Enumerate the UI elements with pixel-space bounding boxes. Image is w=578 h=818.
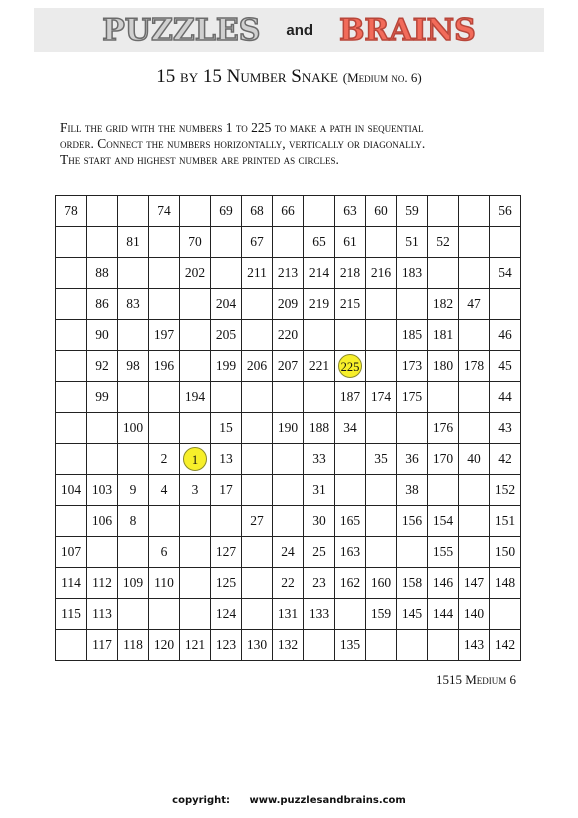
grid-cell[interactable]: 199 bbox=[211, 351, 242, 382]
grid-cell[interactable] bbox=[490, 227, 521, 258]
grid-cell[interactable] bbox=[149, 506, 180, 537]
grid-cell[interactable] bbox=[180, 351, 211, 382]
grid-cell[interactable] bbox=[273, 382, 304, 413]
grid-cell[interactable]: 160 bbox=[366, 568, 397, 599]
grid-cell[interactable]: 181 bbox=[428, 320, 459, 351]
grid-cell[interactable]: 158 bbox=[397, 568, 428, 599]
grid-cell[interactable] bbox=[242, 413, 273, 444]
instructions bbox=[60, 120, 550, 168]
grid-cell[interactable] bbox=[335, 444, 366, 475]
grid-row bbox=[56, 475, 521, 506]
grid-cell[interactable]: 61 bbox=[335, 227, 366, 258]
logo-word-brains: BRAINS bbox=[339, 12, 476, 48]
grid-cell[interactable]: 103 bbox=[87, 475, 118, 506]
grid-cell[interactable]: 92 bbox=[87, 351, 118, 382]
grid-cell[interactable]: 218 bbox=[335, 258, 366, 289]
grid-cell[interactable]: 3 bbox=[180, 475, 211, 506]
header-banner bbox=[34, 8, 544, 52]
grid-cell[interactable]: 56 bbox=[490, 196, 521, 227]
grid-cell[interactable] bbox=[366, 537, 397, 568]
grid-cell[interactable] bbox=[459, 196, 490, 227]
grid-cell[interactable] bbox=[459, 506, 490, 537]
grid-cell[interactable] bbox=[211, 506, 242, 537]
grid-cell[interactable]: 145 bbox=[397, 599, 428, 630]
grid-cell[interactable]: 99 bbox=[87, 382, 118, 413]
grid-cell[interactable] bbox=[56, 413, 87, 444]
grid-cell[interactable]: 107 bbox=[56, 537, 87, 568]
grid-cell[interactable] bbox=[304, 196, 335, 227]
grid-cell[interactable] bbox=[56, 289, 87, 320]
grid-cell[interactable]: 30 bbox=[304, 506, 335, 537]
grid-cell[interactable]: 88 bbox=[87, 258, 118, 289]
grid-cell[interactable]: 194 bbox=[180, 382, 211, 413]
grid-cell[interactable]: 205 bbox=[211, 320, 242, 351]
grid-cell[interactable]: 13 bbox=[211, 444, 242, 475]
grid-cell[interactable] bbox=[118, 320, 149, 351]
grid-cell[interactable] bbox=[242, 568, 273, 599]
grid-cell[interactable] bbox=[459, 258, 490, 289]
grid-cell[interactable] bbox=[180, 537, 211, 568]
grid-cell[interactable] bbox=[397, 413, 428, 444]
grid-cell[interactable] bbox=[490, 289, 521, 320]
grid-cell[interactable] bbox=[428, 630, 459, 661]
grid-row bbox=[56, 258, 521, 289]
grid-cell[interactable] bbox=[87, 196, 118, 227]
grid-cell[interactable] bbox=[56, 444, 87, 475]
grid-row bbox=[56, 568, 521, 599]
grid-cell[interactable]: 90 bbox=[87, 320, 118, 351]
grid-cell[interactable] bbox=[180, 320, 211, 351]
grid-cell[interactable] bbox=[366, 630, 397, 661]
grid-row bbox=[56, 196, 521, 227]
grid-cell[interactable]: 211 bbox=[242, 258, 273, 289]
grid-cell[interactable] bbox=[304, 630, 335, 661]
grid-cell[interactable]: 165 bbox=[335, 506, 366, 537]
grid-cell[interactable] bbox=[304, 320, 335, 351]
grid-cell[interactable]: 143 bbox=[459, 630, 490, 661]
grid-cell[interactable]: 187 bbox=[335, 382, 366, 413]
grid-cell[interactable] bbox=[273, 444, 304, 475]
instruction-line: Fill the grid with the numbers 1 to 225 to make a path in sequential bbox=[60, 120, 424, 135]
page-title bbox=[0, 66, 578, 88]
grid-cell[interactable] bbox=[149, 413, 180, 444]
grid-cell[interactable] bbox=[118, 444, 149, 475]
grid-cell[interactable]: 109 bbox=[118, 568, 149, 599]
grid-cell[interactable] bbox=[459, 227, 490, 258]
grid-cell[interactable]: 216 bbox=[366, 258, 397, 289]
grid-cell[interactable]: 81 bbox=[118, 227, 149, 258]
grid-cell[interactable]: 155 bbox=[428, 537, 459, 568]
grid-row bbox=[56, 506, 521, 537]
grid-cell[interactable] bbox=[459, 537, 490, 568]
grid-cell[interactable]: 213 bbox=[273, 258, 304, 289]
grid-cell[interactable]: 59 bbox=[397, 196, 428, 227]
grid-cell[interactable]: 36 bbox=[397, 444, 428, 475]
grid-cell[interactable]: 47 bbox=[459, 289, 490, 320]
grid-cell[interactable] bbox=[180, 196, 211, 227]
grid-cell[interactable] bbox=[87, 227, 118, 258]
grid-cell[interactable]: 24 bbox=[273, 537, 304, 568]
grid-cell[interactable] bbox=[149, 599, 180, 630]
grid-cell[interactable] bbox=[397, 289, 428, 320]
grid-cell[interactable]: 183 bbox=[397, 258, 428, 289]
grid-cell[interactable]: 69 bbox=[211, 196, 242, 227]
grid-cell[interactable]: 159 bbox=[366, 599, 397, 630]
site-logo[interactable] bbox=[34, 8, 544, 52]
grid-cell[interactable] bbox=[428, 475, 459, 506]
grid-cell[interactable]: 131 bbox=[273, 599, 304, 630]
grid-cell[interactable] bbox=[428, 196, 459, 227]
grid-cell[interactable]: 52 bbox=[428, 227, 459, 258]
grid-cell[interactable] bbox=[397, 537, 428, 568]
grid-cell[interactable] bbox=[366, 413, 397, 444]
grid-row bbox=[56, 320, 521, 351]
grid-cell[interactable]: 31 bbox=[304, 475, 335, 506]
grid-cell[interactable]: 174 bbox=[366, 382, 397, 413]
grid-cell[interactable]: 133 bbox=[304, 599, 335, 630]
instruction-line: The start and highest number are printed as circles. bbox=[60, 152, 339, 167]
grid-cell[interactable]: 110 bbox=[149, 568, 180, 599]
grid-cell[interactable]: 182 bbox=[428, 289, 459, 320]
grid-cell[interactable]: 70 bbox=[180, 227, 211, 258]
grid-cell[interactable] bbox=[273, 227, 304, 258]
grid-cell[interactable]: 135 bbox=[335, 630, 366, 661]
grid-cell[interactable] bbox=[335, 599, 366, 630]
grid-cell[interactable] bbox=[428, 258, 459, 289]
grid-cell[interactable]: 215 bbox=[335, 289, 366, 320]
grid-cell[interactable]: 204 bbox=[211, 289, 242, 320]
grid-row bbox=[56, 630, 521, 661]
grid-cell[interactable]: 214 bbox=[304, 258, 335, 289]
copyright bbox=[0, 795, 578, 806]
grid-cell[interactable] bbox=[56, 351, 87, 382]
grid-cell[interactable]: 120 bbox=[149, 630, 180, 661]
grid-cell[interactable] bbox=[56, 320, 87, 351]
grid-cell[interactable]: 125 bbox=[211, 568, 242, 599]
grid-cell[interactable]: 206 bbox=[242, 351, 273, 382]
grid-cell[interactable] bbox=[273, 506, 304, 537]
grid-cell[interactable]: 60 bbox=[366, 196, 397, 227]
grid-cell[interactable]: 188 bbox=[304, 413, 335, 444]
grid-cell[interactable] bbox=[56, 258, 87, 289]
grid-cell[interactable]: 154 bbox=[428, 506, 459, 537]
grid-cell[interactable] bbox=[180, 444, 211, 475]
grid-cell[interactable]: 170 bbox=[428, 444, 459, 475]
grid-cell[interactable] bbox=[366, 289, 397, 320]
grid-cell[interactable]: 152 bbox=[490, 475, 521, 506]
grid-cell[interactable]: 144 bbox=[428, 599, 459, 630]
grid-cell[interactable] bbox=[211, 227, 242, 258]
grid-cell[interactable] bbox=[366, 227, 397, 258]
grid-cell[interactable] bbox=[211, 382, 242, 413]
grid-cell[interactable]: 112 bbox=[87, 568, 118, 599]
grid-cell[interactable]: 178 bbox=[459, 351, 490, 382]
grid-cell[interactable] bbox=[118, 537, 149, 568]
grid-cell[interactable]: 17 bbox=[211, 475, 242, 506]
grid-cell[interactable]: 78 bbox=[56, 196, 87, 227]
grid-cell[interactable] bbox=[56, 382, 87, 413]
grid-cell[interactable]: 65 bbox=[304, 227, 335, 258]
circled-number: 1 bbox=[183, 447, 207, 471]
grid-cell[interactable]: 23 bbox=[304, 568, 335, 599]
grid-cell[interactable] bbox=[459, 475, 490, 506]
grid-cell[interactable] bbox=[180, 568, 211, 599]
grid-cell[interactable] bbox=[149, 289, 180, 320]
grid-cell[interactable] bbox=[87, 444, 118, 475]
grid-cell[interactable]: 15 bbox=[211, 413, 242, 444]
grid-cell[interactable] bbox=[118, 258, 149, 289]
grid-cell[interactable] bbox=[490, 599, 521, 630]
grid-cell[interactable] bbox=[335, 320, 366, 351]
grid-cell[interactable] bbox=[459, 413, 490, 444]
grid-cell[interactable] bbox=[149, 227, 180, 258]
grid-cell[interactable]: 118 bbox=[118, 630, 149, 661]
grid-cell[interactable] bbox=[242, 599, 273, 630]
grid-cell[interactable] bbox=[180, 506, 211, 537]
grid-cell[interactable]: 43 bbox=[490, 413, 521, 444]
grid-cell[interactable] bbox=[118, 599, 149, 630]
grid-cell[interactable]: 196 bbox=[149, 351, 180, 382]
grid-cell[interactable]: 148 bbox=[490, 568, 521, 599]
grid-cell[interactable] bbox=[335, 351, 366, 382]
grid-cell[interactable]: 123 bbox=[211, 630, 242, 661]
grid-row bbox=[56, 599, 521, 630]
grid-cell[interactable] bbox=[242, 537, 273, 568]
grid-cell[interactable] bbox=[180, 289, 211, 320]
grid-cell[interactable]: 176 bbox=[428, 413, 459, 444]
grid-cell[interactable]: 106 bbox=[87, 506, 118, 537]
grid-row bbox=[56, 537, 521, 568]
grid-row bbox=[56, 444, 521, 475]
grid-cell[interactable] bbox=[242, 475, 273, 506]
grid-cell[interactable]: 8 bbox=[118, 506, 149, 537]
grid-cell[interactable] bbox=[242, 289, 273, 320]
grid-cell[interactable]: 114 bbox=[56, 568, 87, 599]
grid-cell[interactable]: 34 bbox=[335, 413, 366, 444]
grid-row bbox=[56, 227, 521, 258]
grid-cell[interactable]: 67 bbox=[242, 227, 273, 258]
grid-cell[interactable]: 173 bbox=[397, 351, 428, 382]
grid-cell[interactable]: 113 bbox=[87, 599, 118, 630]
grid-cell[interactable] bbox=[459, 382, 490, 413]
grid-cell[interactable] bbox=[56, 630, 87, 661]
grid-cell[interactable]: 221 bbox=[304, 351, 335, 382]
grid-cell[interactable]: 130 bbox=[242, 630, 273, 661]
grid-cell[interactable] bbox=[366, 351, 397, 382]
grid-cell[interactable]: 9 bbox=[118, 475, 149, 506]
circled-number: 225 bbox=[338, 354, 362, 378]
grid-cell[interactable] bbox=[149, 258, 180, 289]
grid-cell[interactable] bbox=[87, 413, 118, 444]
grid-row bbox=[56, 413, 521, 444]
grid-cell[interactable]: 180 bbox=[428, 351, 459, 382]
grid-cell[interactable]: 104 bbox=[56, 475, 87, 506]
grid-cell[interactable] bbox=[242, 382, 273, 413]
grid-cell[interactable]: 63 bbox=[335, 196, 366, 227]
grid-cell[interactable] bbox=[87, 537, 118, 568]
grid-cell[interactable] bbox=[428, 382, 459, 413]
grid-cell[interactable]: 86 bbox=[87, 289, 118, 320]
grid-cell[interactable]: 4 bbox=[149, 475, 180, 506]
grid-cell[interactable]: 190 bbox=[273, 413, 304, 444]
grid-cell[interactable] bbox=[180, 413, 211, 444]
grid-cell[interactable]: 150 bbox=[490, 537, 521, 568]
grid-cell[interactable]: 209 bbox=[273, 289, 304, 320]
grid-cell[interactable] bbox=[366, 320, 397, 351]
grid-cell[interactable]: 2 bbox=[149, 444, 180, 475]
grid-cell[interactable] bbox=[366, 475, 397, 506]
grid-cell[interactable] bbox=[273, 475, 304, 506]
grid-cell[interactable] bbox=[56, 227, 87, 258]
grid-cell[interactable]: 121 bbox=[180, 630, 211, 661]
grid-cell[interactable]: 185 bbox=[397, 320, 428, 351]
grid-cell[interactable]: 219 bbox=[304, 289, 335, 320]
grid-cell[interactable]: 44 bbox=[490, 382, 521, 413]
puzzle-grid bbox=[55, 195, 521, 661]
copyright-label: copyright: bbox=[172, 795, 231, 806]
title-subtitle: (Medium no. 6) bbox=[342, 70, 422, 85]
grid-cell[interactable]: 127 bbox=[211, 537, 242, 568]
puzzle-id: 1515 Medium 6 bbox=[435, 672, 516, 687]
grid-cell[interactable]: 45 bbox=[490, 351, 521, 382]
grid-cell[interactable]: 156 bbox=[397, 506, 428, 537]
grid-cell[interactable]: 33 bbox=[304, 444, 335, 475]
grid-cell[interactable] bbox=[304, 382, 335, 413]
grid-cell[interactable] bbox=[397, 630, 428, 661]
grid-cell[interactable]: 146 bbox=[428, 568, 459, 599]
grid-cell[interactable]: 163 bbox=[335, 537, 366, 568]
copyright-url-link[interactable]: www.puzzlesandbrains.com bbox=[249, 795, 406, 806]
grid-cell[interactable]: 162 bbox=[335, 568, 366, 599]
grid-cell[interactable] bbox=[56, 506, 87, 537]
grid-cell[interactable]: 68 bbox=[242, 196, 273, 227]
grid-cell[interactable]: 124 bbox=[211, 599, 242, 630]
grid-cell[interactable]: 6 bbox=[149, 537, 180, 568]
grid-cell[interactable]: 142 bbox=[490, 630, 521, 661]
grid-cell[interactable]: 132 bbox=[273, 630, 304, 661]
grid-cell[interactable] bbox=[242, 444, 273, 475]
grid-cell[interactable]: 42 bbox=[490, 444, 521, 475]
grid-cell[interactable]: 83 bbox=[118, 289, 149, 320]
grid-cell[interactable]: 38 bbox=[397, 475, 428, 506]
grid-cell[interactable] bbox=[211, 258, 242, 289]
logo-word-puzzles: PUZZLES bbox=[102, 12, 261, 48]
grid-row bbox=[56, 289, 521, 320]
grid-cell[interactable]: 40 bbox=[459, 444, 490, 475]
grid-cell[interactable]: 197 bbox=[149, 320, 180, 351]
grid-cell[interactable]: 117 bbox=[87, 630, 118, 661]
grid-cell[interactable]: 46 bbox=[490, 320, 521, 351]
grid-cell[interactable]: 151 bbox=[490, 506, 521, 537]
grid-cell[interactable]: 207 bbox=[273, 351, 304, 382]
grid-cell[interactable] bbox=[335, 475, 366, 506]
grid-cell[interactable] bbox=[366, 506, 397, 537]
logo-word-and: and bbox=[286, 21, 314, 39]
grid-cell[interactable]: 27 bbox=[242, 506, 273, 537]
grid-cell[interactable] bbox=[118, 196, 149, 227]
grid-cell[interactable]: 202 bbox=[180, 258, 211, 289]
grid-cell[interactable] bbox=[149, 382, 180, 413]
grid-cell[interactable]: 54 bbox=[490, 258, 521, 289]
grid-cell[interactable]: 25 bbox=[304, 537, 335, 568]
grid-cell[interactable]: 51 bbox=[397, 227, 428, 258]
grid-cell[interactable]: 115 bbox=[56, 599, 87, 630]
grid-cell[interactable]: 66 bbox=[273, 196, 304, 227]
grid-cell[interactable]: 22 bbox=[273, 568, 304, 599]
grid-cell[interactable]: 147 bbox=[459, 568, 490, 599]
grid-row bbox=[56, 351, 521, 382]
grid-cell[interactable]: 140 bbox=[459, 599, 490, 630]
grid-cell[interactable] bbox=[180, 599, 211, 630]
grid-cell[interactable] bbox=[459, 320, 490, 351]
instruction-line: order. Connect the numbers horizontally, vertically or diagonally. bbox=[60, 136, 426, 151]
grid-cell[interactable] bbox=[118, 382, 149, 413]
grid-cell[interactable]: 100 bbox=[118, 413, 149, 444]
grid-cell[interactable]: 98 bbox=[118, 351, 149, 382]
grid-cell[interactable] bbox=[242, 320, 273, 351]
grid-cell[interactable]: 175 bbox=[397, 382, 428, 413]
grid-cell[interactable]: 220 bbox=[273, 320, 304, 351]
title-main: 15 by 15 Number Snake bbox=[156, 66, 338, 87]
grid-row bbox=[56, 382, 521, 413]
grid-cell[interactable]: 74 bbox=[149, 196, 180, 227]
grid-cell[interactable]: 35 bbox=[366, 444, 397, 475]
